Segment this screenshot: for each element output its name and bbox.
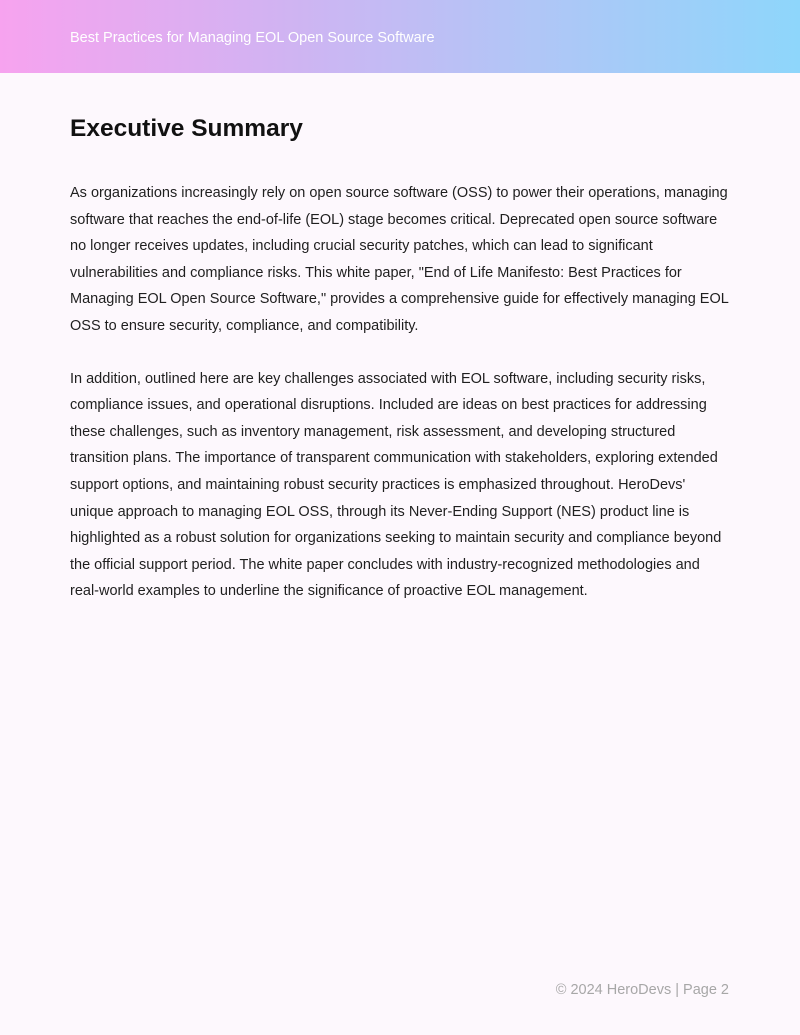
section-heading: Executive Summary [70,115,303,142]
header-title: Best Practices for Managing EOL Open Source Software [70,30,435,46]
main-content [70,113,732,605]
summary-paragraph-1: As organizations increasingly rely on open source software (OSS) to power their operations, managing software that reaches the end-of-life (EOL) stage becomes critical. Deprecated open source software no longer receives updates, including crucial security patches, which can lead to significant vulnerabilities and compliance risks. This white paper, "End of Life Manifesto: Best Practices for Managing EOL Open Source Software," provides a comprehensive guide for effectively managing EOL OSS to ensure security, compliance, and compatibility. [70,185,729,334]
page-footer: © 2024 HeroDevs | Page 2 [555,982,729,998]
header-banner [0,0,800,73]
summary-paragraph-2: In addition, outlined here are key challenges associated with EOL software, including security risks, compliance issues, and operational disruptions. Included are ideas on best practices for addressing these challenges, such as inventory management, risk assessment, and developing structured transition plans. The importance of transparent communication with stakeholders, exploring extended support options, and maintaining robust security practices is emphasized throughout. HeroDevs' unique approach to managing EOL OSS, through its Never-Ending Support (NES) product line is highlighted as a robust solution for organizations seeking to maintain security and compliance beyond the official support period. The white paper concludes with industry-recognized methodologies and real-world examples to underline the significance of proactive EOL management. [70,370,722,600]
